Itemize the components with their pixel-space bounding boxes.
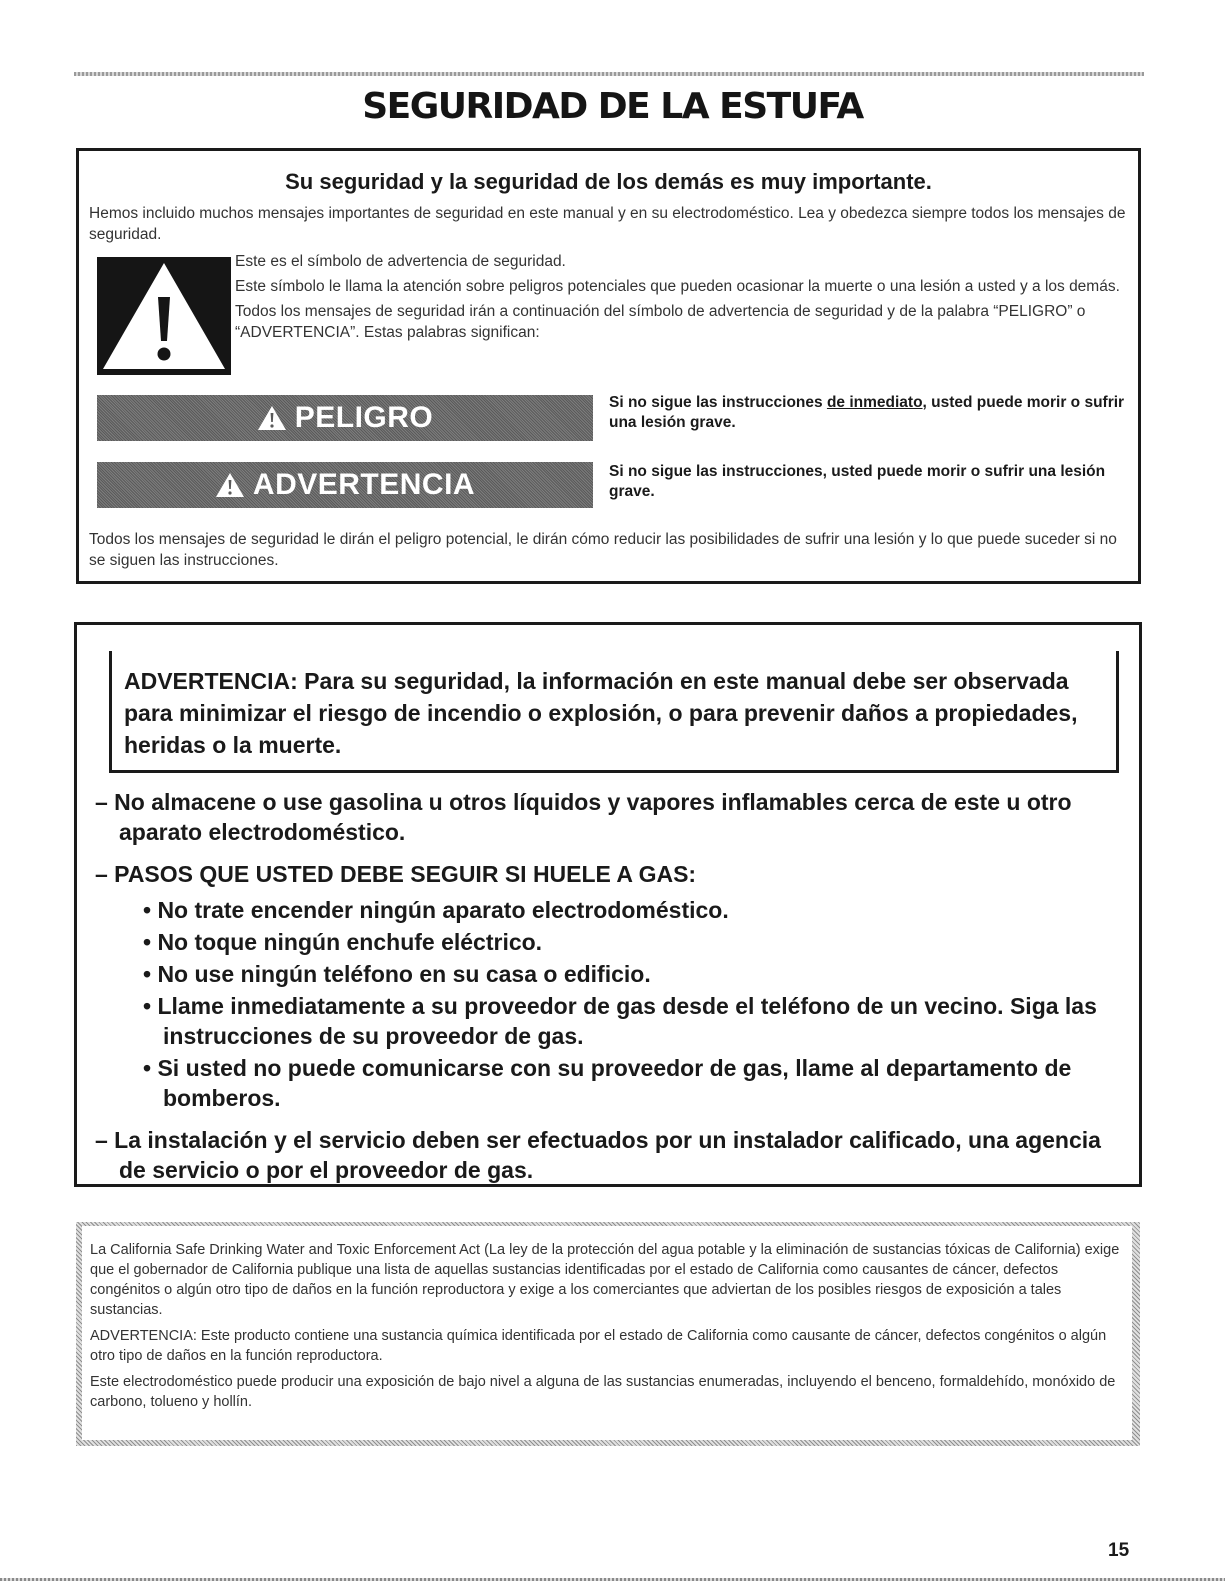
california-paragraph: Este electrodoméstico puede producir una exposición de bajo nivel a alguna de las sustancias enumeradas, incluyendo el benceno, formaldehído, monóxido de carbono, tolueno y hollín.: [90, 1374, 1116, 1410]
list-item: • Si usted no puede comunicarse con su proveedor de gas, llame al departamento de bomberos.: [143, 1055, 1072, 1111]
list-item: • No trate encender ningún aparato electrodoméstico.: [143, 897, 729, 923]
safety-alert-symbol: [97, 257, 231, 375]
safety-intro: Hemos incluido muchos mensajes importantes de seguridad en este manual y en su electrodoméstico. Lea y obedezca siempre todos los mensajes de seguridad.: [89, 205, 1126, 243]
page-number: 15: [1108, 1540, 1130, 1561]
gas-warning-list: [95, 787, 1125, 1197]
list-item: [95, 859, 1125, 1113]
danger-description: [609, 393, 1129, 433]
california-paragraph: ADVERTENCIA: Este producto contiene una sustancia química identificada por el estado de California como causante de cáncer, defectos congénitos o algún otro tipo de daños en la función reproductora.: [90, 1328, 1107, 1364]
alert-triangle-icon: [215, 472, 245, 498]
gas-steps-list: [119, 895, 1125, 1113]
alert-triangle-icon: [257, 405, 287, 431]
safety-outro: Todos los mensajes de seguridad le dirán el peligro potencial, le dirán cómo reducir las posibilidades de sufrir una lesión y lo que puede suceder si no se siguen las instrucciones.: [89, 531, 1117, 569]
warning-triangle-icon: [97, 257, 231, 375]
gas-warning-box: [74, 622, 1142, 1187]
list-item: • Llame inmediatamente a su proveedor de gas desde el teléfono de un vecino. Siga las instrucciones de su proveedor de gas.: [143, 993, 1097, 1049]
symbol-line: Este símbolo le llama la atención sobre peligros potenciales que pueden ocasionar la muerte o una lesión a usted y a los demás.: [235, 278, 1120, 295]
danger-desc-part: Si no sigue las instrucciones: [609, 394, 827, 411]
list-item: • No toque ningún enchufe eléctrico.: [143, 929, 543, 955]
gas-warning-header-box: [109, 651, 1119, 773]
safety-heading: Su seguridad y la seguridad de los demás es muy importante.: [285, 169, 932, 194]
danger-desc-part: , usted puede morir o sufrir una lesión grave.: [609, 394, 1125, 431]
top-rule: [74, 72, 1144, 76]
danger-signal-banner: [97, 395, 593, 441]
symbol-explanation: [235, 251, 1125, 347]
gas-warning-header: ADVERTENCIA: Para su seguridad, la información en este manual debe ser observada para minimizar el riesgo de incendio o explosión, o para prevenir daños a propiedades, heridas o la muerte.: [124, 668, 1078, 758]
california-notice-content: [82, 1226, 1132, 1440]
warning-description: Si no sigue las instrucciones, usted puede morir o sufrir una lesión grave.: [609, 463, 1106, 500]
page-title: SEGURIDAD DE LA ESTUFA: [362, 86, 863, 127]
symbol-line: Todos los mensajes de seguridad irán a continuación del símbolo de advertencia de seguridad y de la palabra “PELIGRO” o “ADVERTENCIA”. Estas palabras significan:: [235, 303, 1086, 341]
warning-signal-banner: [97, 462, 593, 508]
california-paragraph: La California Safe Drinking Water and Toxic Enforcement Act (La ley de la protección del agua potable y la eliminación de sustancias tóxicas de California) exige que el gobernador de California publique una lista de aquellas sustancias identificadas por el estado de California como causantes de cáncer, defectos congénitos o algún otro tipo de daños en la función reproductora y exige a los comerciantes que adviertan de los posibles riesgos de exposición a tales sustancias.: [90, 1242, 1120, 1318]
list-item: • No use ningún teléfono en su casa o edificio.: [143, 961, 651, 987]
danger-desc-emphasis: de inmediato: [826, 394, 923, 411]
gas-steps-heading: – PASOS QUE USTED DEBE SEGUIR SI HUELE A GAS:: [95, 861, 697, 887]
list-item: – La instalación y el servicio deben ser efectuados por un instalador calificado, una agencia de servicio o por el proveedor de gas.: [95, 1127, 1101, 1183]
symbol-line: Este es el símbolo de advertencia de seguridad.: [235, 253, 566, 270]
warning-label: ADVERTENCIA: [252, 468, 476, 501]
list-item: – No almacene o use gasolina u otros líquidos y vapores inflamables cerca de este u otro aparato electrodoméstico.: [95, 789, 1072, 845]
california-notice-box: [76, 1222, 1140, 1446]
bottom-rule: [0, 1578, 1225, 1581]
danger-label: PELIGRO: [294, 401, 434, 434]
safety-box: [76, 148, 1141, 584]
